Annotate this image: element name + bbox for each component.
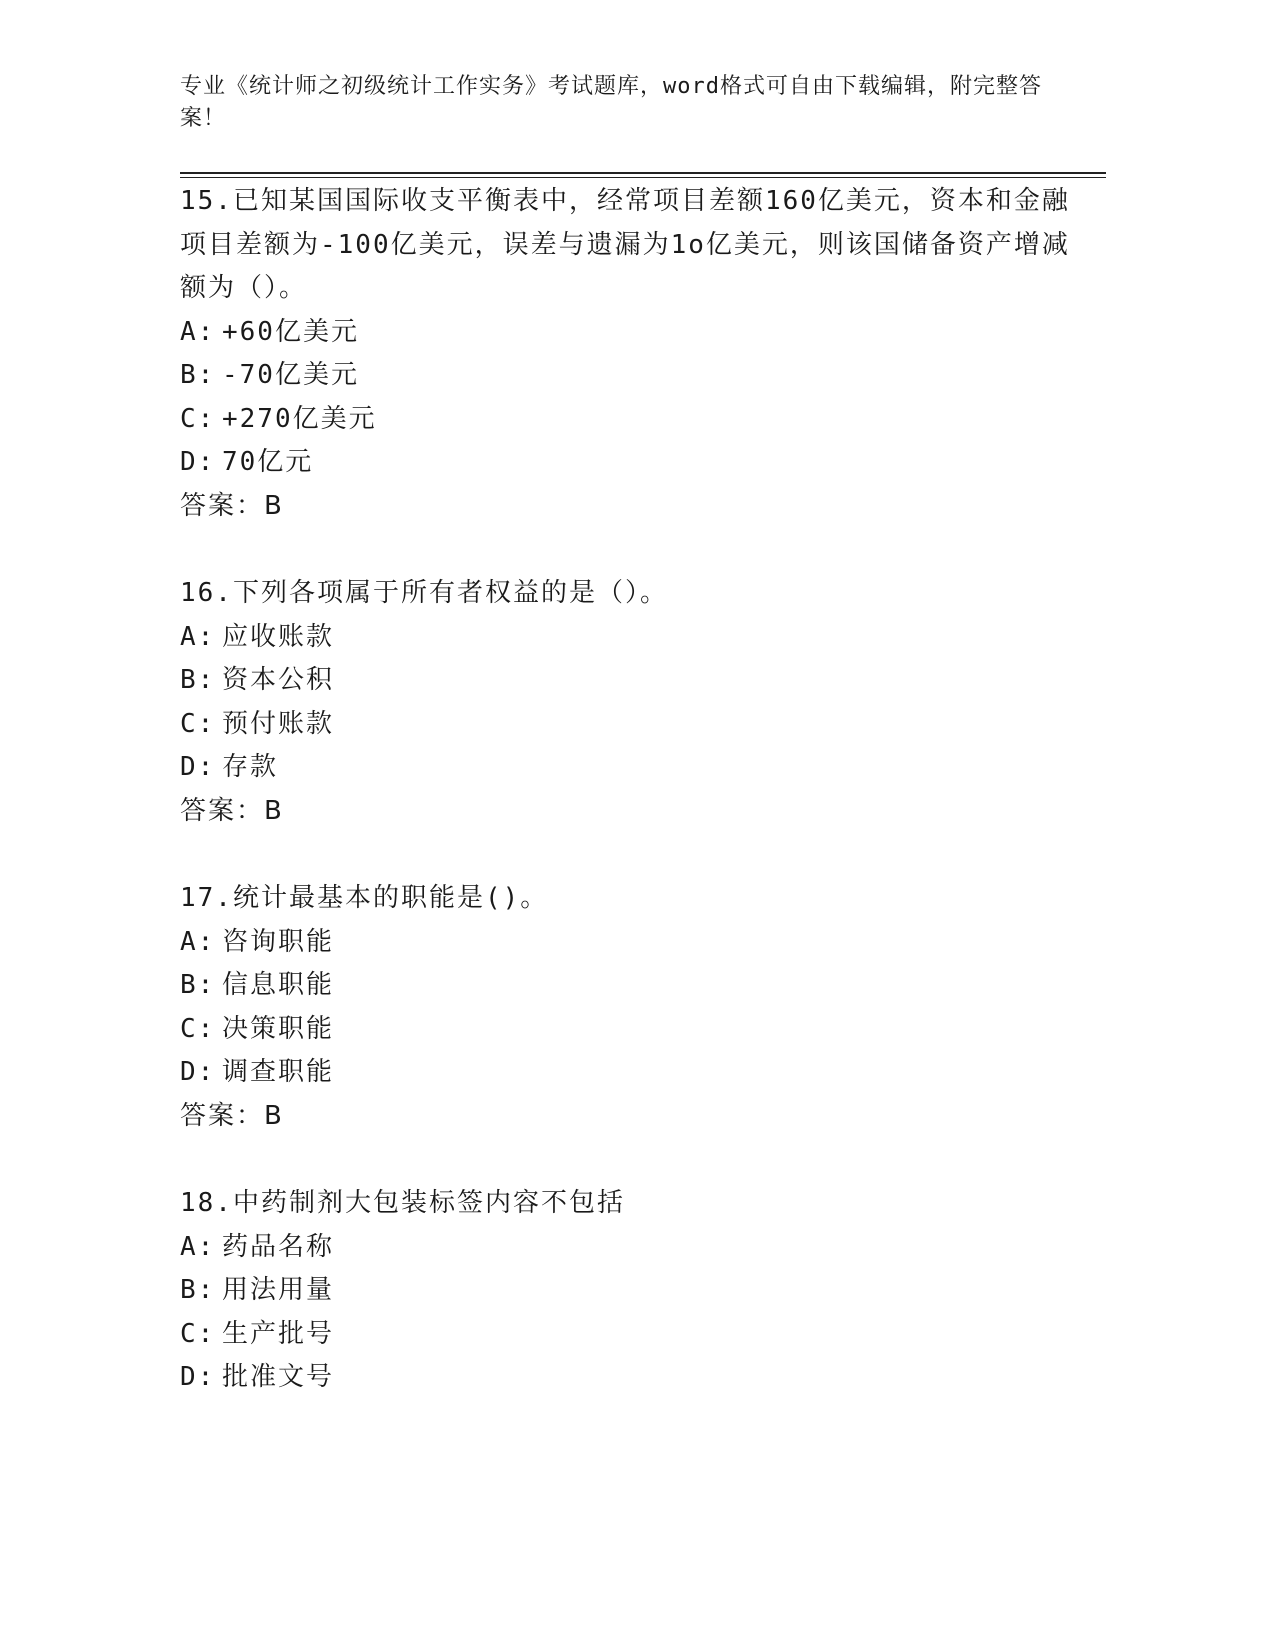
option-text: 生产批号 bbox=[222, 1318, 335, 1349]
header-rule-thick bbox=[180, 172, 1106, 174]
option-text: 批准文号 bbox=[222, 1362, 335, 1392]
option-b bbox=[180, 964, 1080, 1008]
option-key: A: bbox=[180, 926, 216, 957]
question-stem: 17.统计最基本的职能是()。 bbox=[180, 883, 549, 913]
question-17 bbox=[180, 877, 1080, 1138]
question-stem: 16.下列各项属于所有者权益的是（）。 bbox=[180, 578, 668, 608]
option-c bbox=[180, 1008, 1080, 1052]
option-key: D: bbox=[180, 1362, 216, 1392]
question-spacer bbox=[180, 833, 1080, 877]
question-18 bbox=[180, 1182, 1080, 1400]
option-text: 调查职能 bbox=[222, 1057, 335, 1087]
answer-line: 答案：B bbox=[180, 490, 284, 521]
option-text: 应收账款 bbox=[222, 621, 335, 652]
option-key: B: bbox=[180, 665, 216, 695]
option-text: +60亿美元 bbox=[222, 316, 359, 347]
option-b bbox=[180, 354, 1080, 398]
option-b bbox=[180, 1269, 1080, 1313]
option-text: +270亿美元 bbox=[222, 403, 377, 434]
option-d bbox=[180, 1356, 1080, 1400]
option-key: B: bbox=[180, 360, 216, 390]
answer-line: 答案：B bbox=[180, 795, 284, 826]
option-d bbox=[180, 746, 1080, 790]
header-rule-thin bbox=[180, 177, 1106, 178]
option-text: -70亿美元 bbox=[222, 360, 359, 390]
option-key: A: bbox=[180, 1231, 216, 1262]
answer-line: 答案：B bbox=[180, 1100, 284, 1131]
option-key: C: bbox=[180, 403, 216, 434]
option-text: 资本公积 bbox=[222, 665, 335, 695]
option-key: B: bbox=[180, 970, 216, 1000]
document-header: 专业《统计师之初级统计工作实务》考试题库，word格式可自由下载编辑，附完整答案！ bbox=[180, 74, 1042, 131]
option-text: 信息职能 bbox=[222, 970, 335, 1000]
option-d bbox=[180, 441, 1080, 485]
option-text: 70亿元 bbox=[222, 447, 314, 477]
option-c bbox=[180, 1313, 1080, 1357]
option-d bbox=[180, 1051, 1080, 1095]
option-c bbox=[180, 398, 1080, 442]
option-a bbox=[180, 1226, 1080, 1270]
option-key: A: bbox=[180, 621, 216, 652]
option-a bbox=[180, 616, 1080, 660]
option-key: B: bbox=[180, 1275, 216, 1305]
option-key: D: bbox=[180, 752, 216, 782]
option-text: 咨询职能 bbox=[222, 926, 335, 957]
option-text: 用法用量 bbox=[222, 1275, 335, 1305]
option-b bbox=[180, 659, 1080, 703]
question-stem: 15.已知某国国际收支平衡表中，经常项目差额160亿美元，资本和金融项目差额为-100亿美元，误差与遗漏为1o亿美元，则该国储备资产增减额为（）。 bbox=[180, 186, 1070, 303]
question-spacer bbox=[180, 1138, 1080, 1182]
question-stem: 18.中药制剂大包装标签内容不包括 bbox=[180, 1188, 625, 1218]
option-c bbox=[180, 703, 1080, 747]
option-key: C: bbox=[180, 708, 216, 739]
option-a bbox=[180, 311, 1080, 355]
option-key: A: bbox=[180, 316, 216, 347]
option-text: 药品名称 bbox=[222, 1231, 335, 1262]
question-list bbox=[180, 180, 1080, 1400]
option-text: 存款 bbox=[222, 752, 279, 782]
option-key: C: bbox=[180, 1318, 216, 1349]
question-spacer bbox=[180, 528, 1080, 572]
option-a bbox=[180, 921, 1080, 965]
question-16 bbox=[180, 572, 1080, 833]
option-key: D: bbox=[180, 1057, 216, 1087]
option-text: 决策职能 bbox=[222, 1013, 335, 1044]
option-text: 预付账款 bbox=[222, 708, 335, 739]
option-key: C: bbox=[180, 1013, 216, 1044]
question-15 bbox=[180, 180, 1080, 528]
option-key: D: bbox=[180, 447, 216, 477]
